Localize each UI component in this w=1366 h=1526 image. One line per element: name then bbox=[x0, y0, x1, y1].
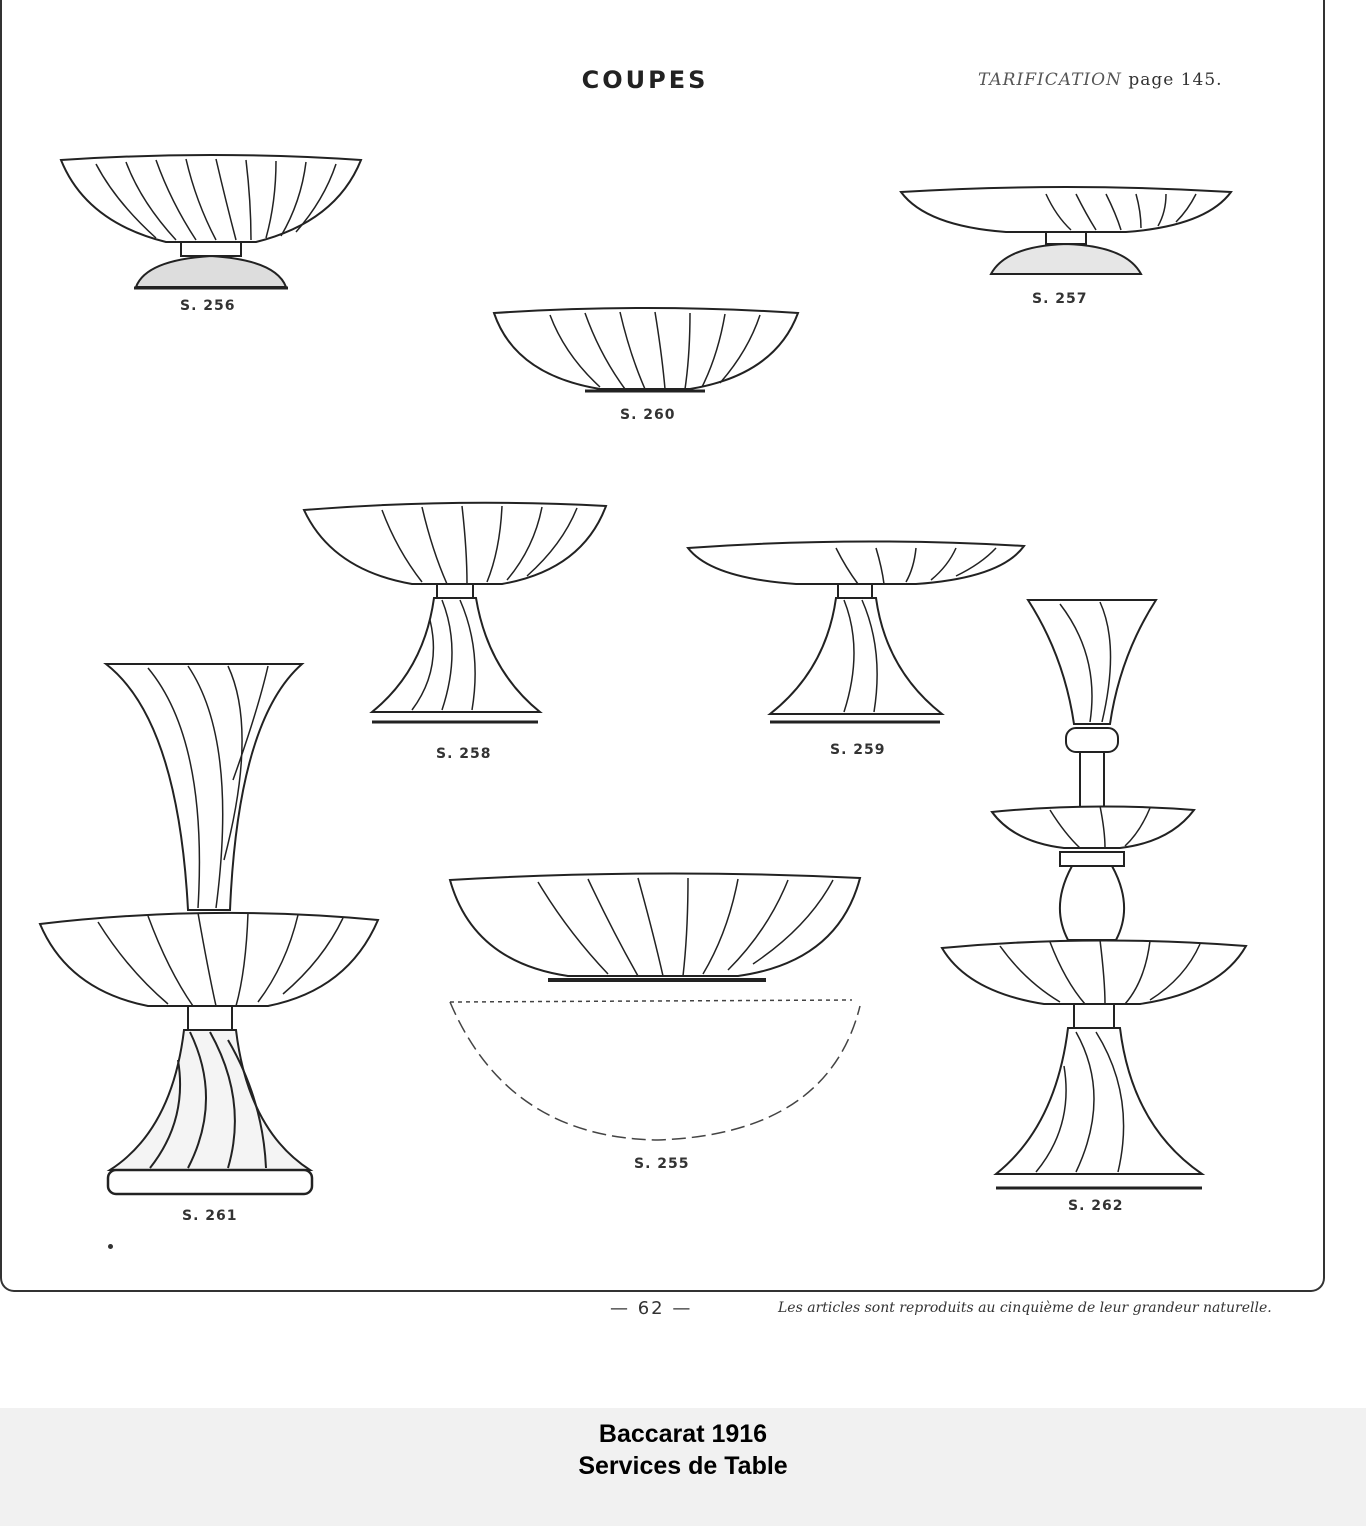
tarification-page: page 145. bbox=[1128, 70, 1223, 90]
tarification-label: TARIFICATION bbox=[978, 70, 1122, 90]
label-s256: S. 256 bbox=[180, 298, 236, 314]
tarification-reference bbox=[978, 70, 1223, 90]
caption-band bbox=[0, 1408, 1366, 1526]
bowl-s260-drawing bbox=[490, 305, 802, 397]
scale-note: Les articles sont reproduits au cinquième de leur grandeur naturelle. bbox=[778, 1300, 1272, 1316]
page-number: — 62 — bbox=[610, 1298, 693, 1319]
label-s259: S. 259 bbox=[830, 742, 886, 758]
illustration-s256 bbox=[56, 152, 366, 294]
illustration-s255 bbox=[448, 872, 868, 1148]
page-title: COUPES bbox=[581, 66, 709, 94]
bowl-s257-drawing bbox=[896, 186, 1236, 286]
illustration-s257 bbox=[896, 186, 1236, 286]
label-s257: S. 257 bbox=[1032, 291, 1088, 307]
centerpiece-s261-drawing bbox=[38, 660, 382, 1202]
label-s260: S. 260 bbox=[620, 407, 676, 423]
stray-mark bbox=[108, 1244, 113, 1249]
label-s258: S. 258 bbox=[436, 746, 492, 762]
illustration-s261 bbox=[38, 660, 382, 1202]
label-s261: S. 261 bbox=[182, 1208, 238, 1224]
bowl-s255-drawing bbox=[448, 872, 868, 1148]
caption-subtitle: Services de Table bbox=[578, 1452, 788, 1480]
bowl-s256-drawing bbox=[56, 152, 366, 294]
illustration-s262 bbox=[940, 596, 1250, 1196]
caption-title: Baccarat 1916 bbox=[598, 1420, 768, 1448]
epergne-s262-drawing bbox=[940, 596, 1250, 1196]
label-s262: S. 262 bbox=[1068, 1198, 1124, 1214]
illustration-s260 bbox=[490, 305, 802, 397]
label-s255: S. 255 bbox=[634, 1156, 690, 1172]
